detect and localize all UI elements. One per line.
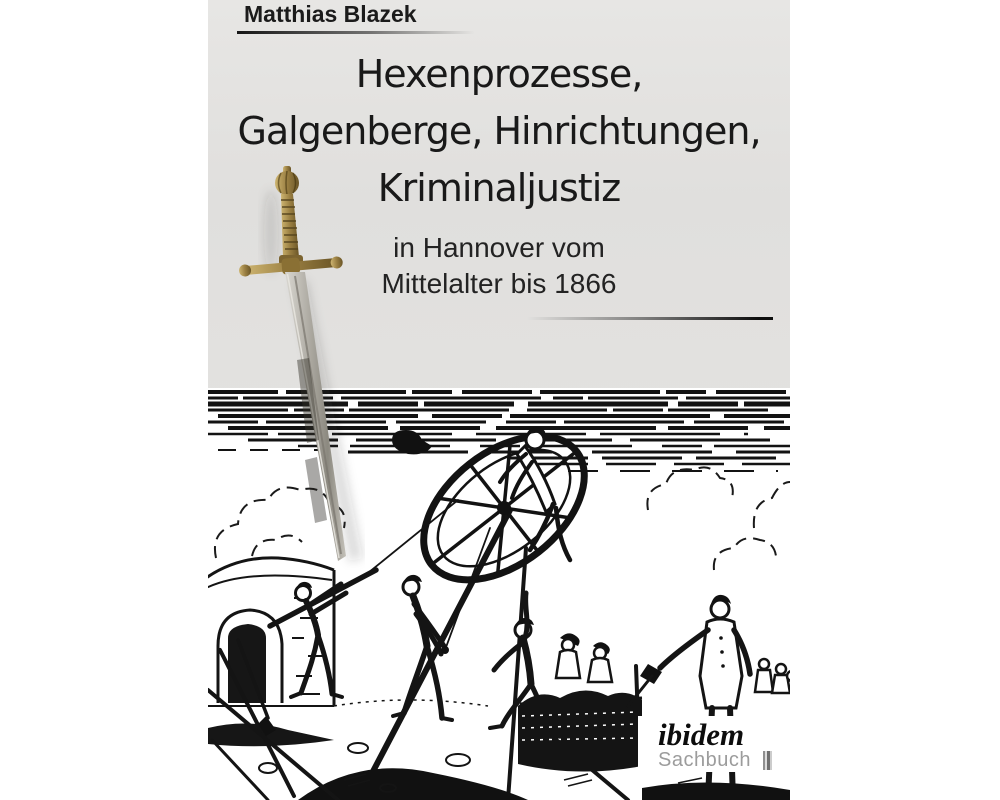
- author-name: Matthias Blazek: [244, 1, 417, 27]
- publisher-logo-box: [638, 716, 790, 772]
- author-rule: [237, 31, 482, 34]
- sword-blade: [285, 272, 346, 561]
- title-line-3: Kriminaljustiz: [377, 166, 621, 210]
- subtitle-rule: [527, 317, 773, 320]
- subtitle-line-1: in Hannover vom: [393, 232, 605, 263]
- executioner-sword-image: [235, 160, 365, 570]
- title-line-1: Hexenprozesse,: [355, 52, 643, 96]
- imprint-stripes-icon: [763, 751, 772, 770]
- sword-grip: [279, 194, 303, 265]
- sword-pommel: [275, 166, 299, 195]
- imprint-label: Sachbuch: [658, 749, 751, 771]
- book-cover: [208, 0, 790, 800]
- title-line-2: Galgenberge, Hinrichtungen,: [237, 109, 761, 153]
- subtitle-line-2: Mittelalter bis 1866: [381, 268, 617, 299]
- publisher-name: ibidem: [658, 717, 745, 752]
